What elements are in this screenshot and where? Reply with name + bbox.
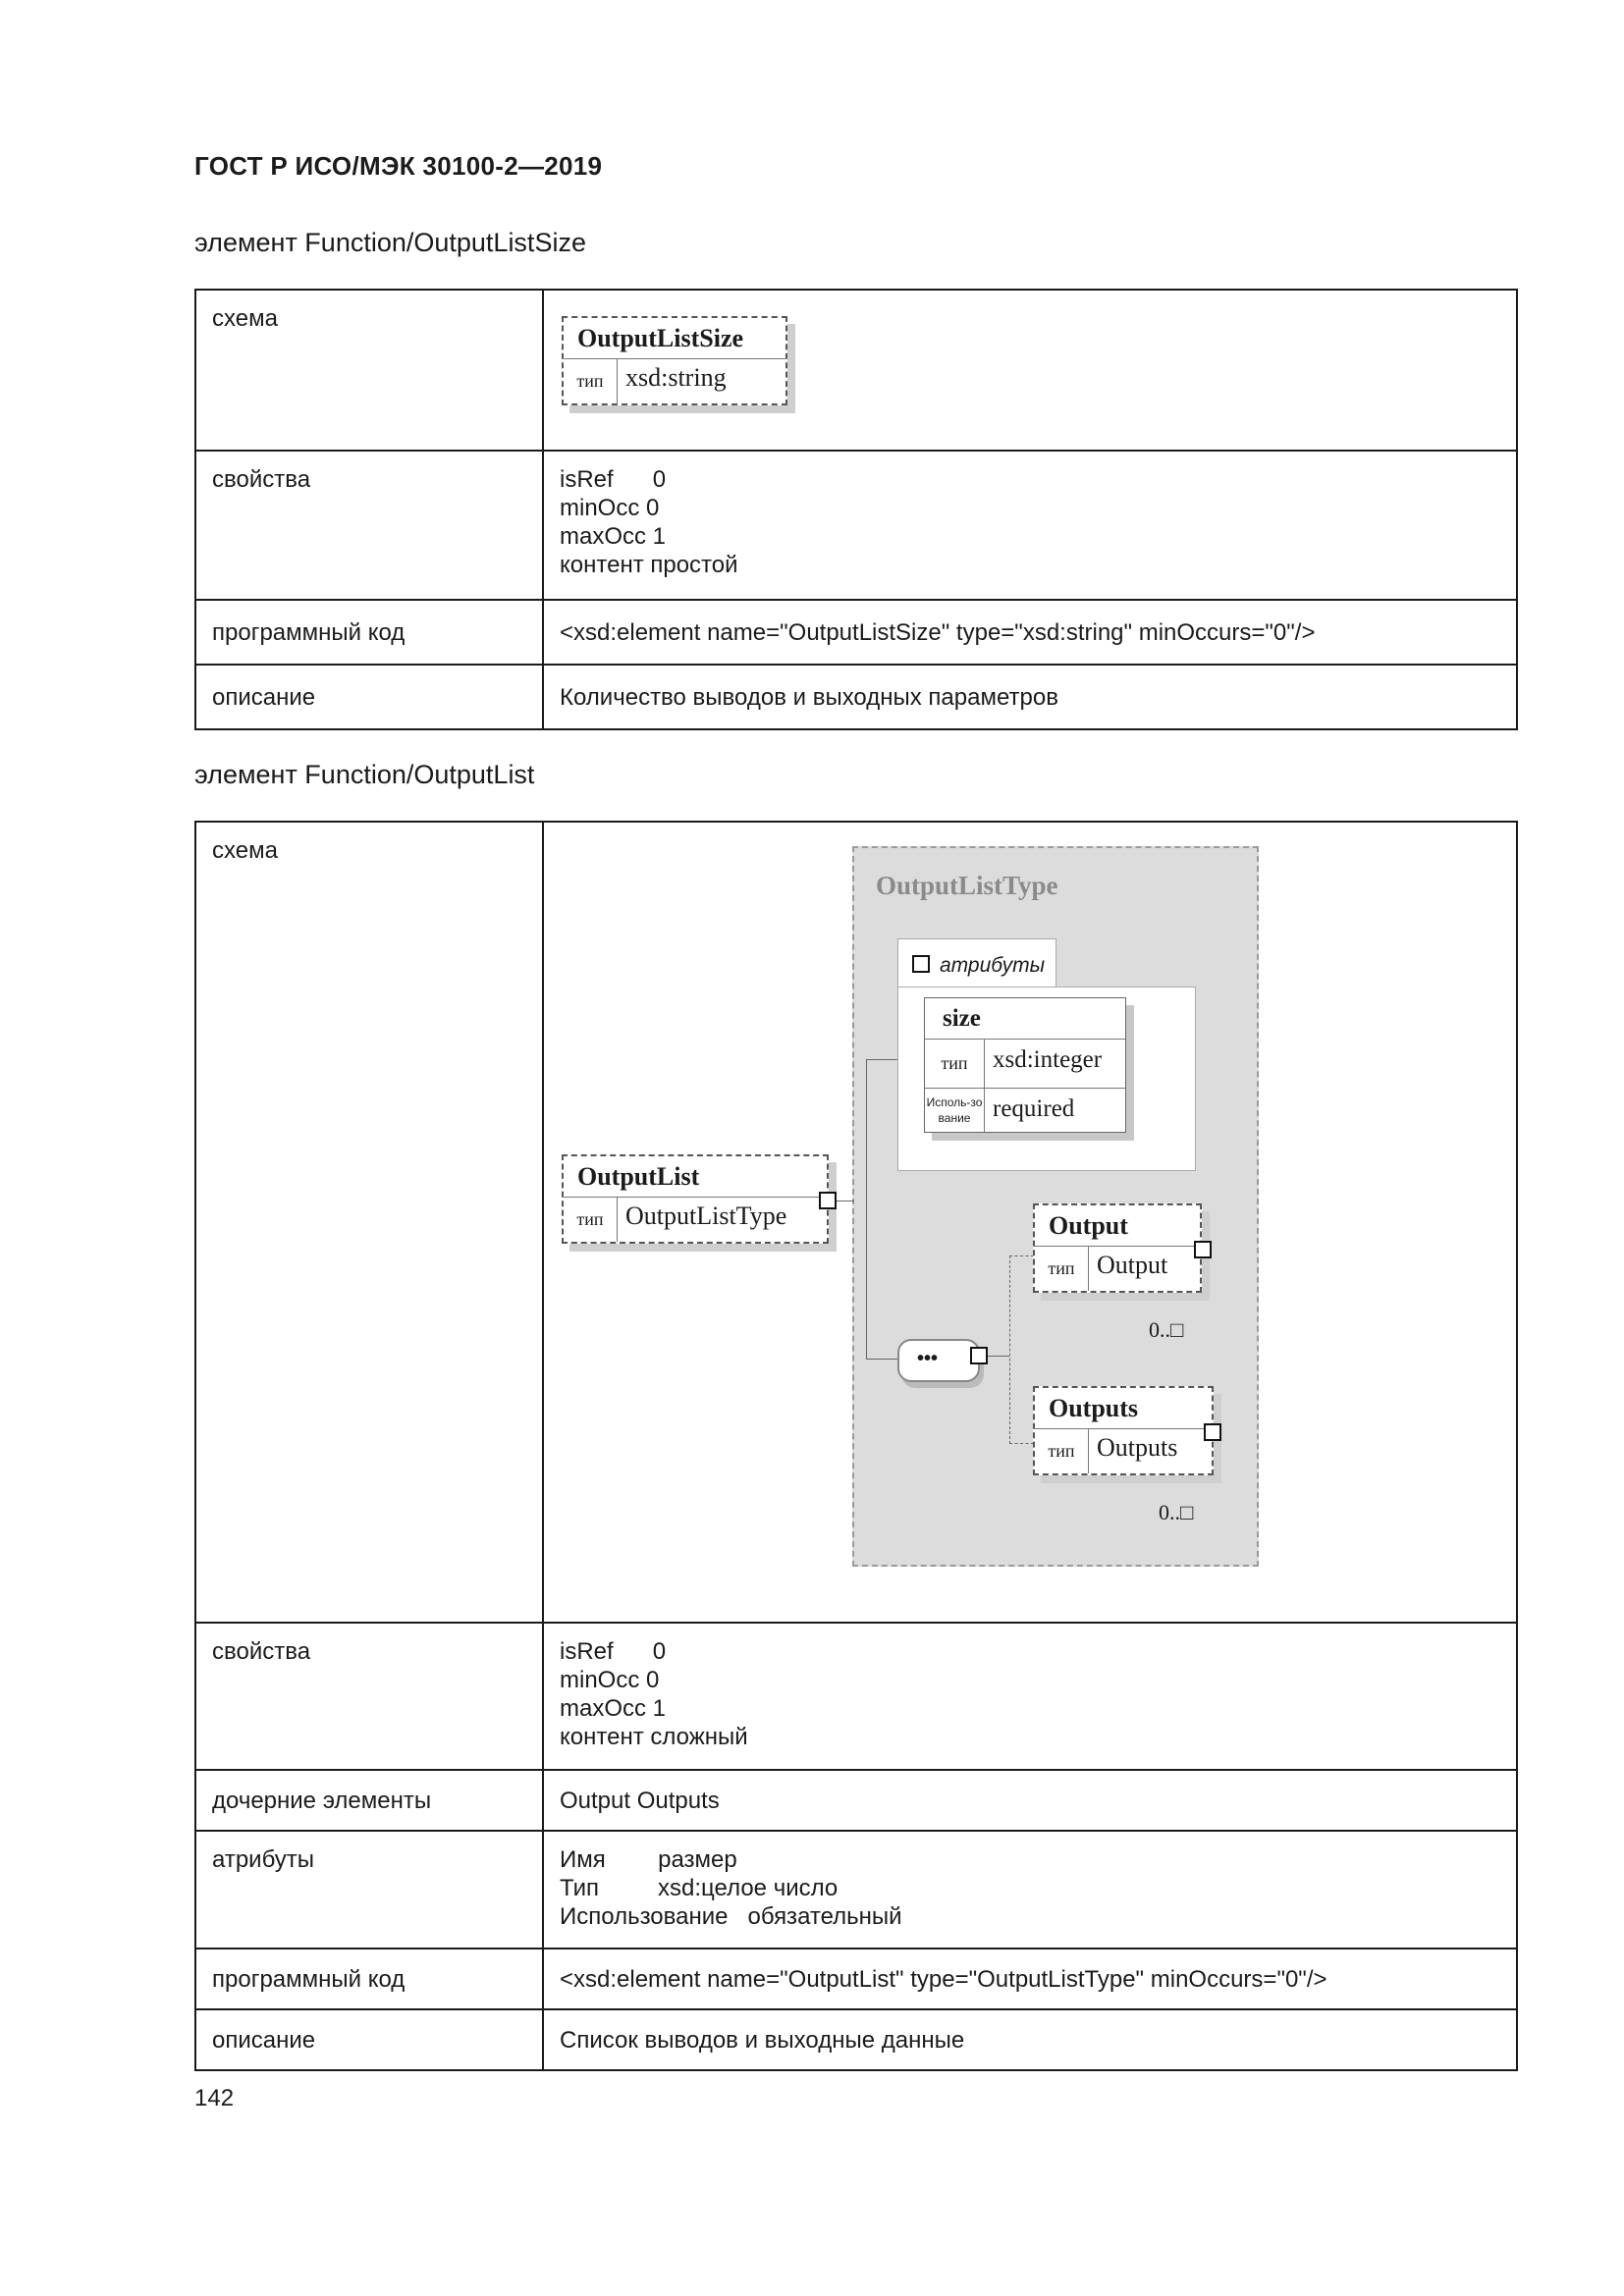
desc-cell: Количество выводов и выходных параметров [543,665,1517,729]
prop-minocc: minOcc 0 [560,1667,660,1693]
prop-maxocc: maxOcc 1 [560,1695,667,1722]
element-box-outputs [1033,1386,1214,1475]
element-box-output-list [562,1154,829,1244]
code-cell: <xsd:element name="OutputList" type="OutputListType" minOccurs="0"/> [543,1949,1517,2009]
schema-cell [543,822,1517,1623]
attr-name: Имя размер [560,1846,737,1873]
element-name: OutputListSize [564,318,785,359]
row-label-schema: схема [195,822,543,1623]
connector [866,1359,897,1360]
spec-table-output-list-size [194,289,1518,730]
props-cell [543,1623,1517,1770]
type-label: тип [564,359,618,403]
row-label-props: свойства [195,451,543,600]
row-label-attrs: атрибуты [195,1831,543,1949]
connector [1009,1255,1034,1444]
prop-isref: isRef 0 [560,466,667,493]
row-label-desc: описание [195,665,543,729]
attribute-use-value: required [993,1095,1075,1122]
attrs-cell [543,1831,1517,1949]
output-occurs: 0..□ [1149,1317,1184,1342]
prop-maxocc: maxOcc 1 [560,523,667,550]
attribute-type-value: xsd:integer [993,1046,1103,1073]
sequence-icon: ••• [917,1348,939,1369]
type-value: xsd:string [625,363,727,392]
output-expand-icon [1194,1241,1212,1258]
document-header: ГОСТ Р ИСО/МЭК 30100-2—2019 [194,151,603,181]
complex-type-name: OutputListType [876,871,1058,900]
prop-content: контент сложный [560,1724,748,1750]
element-box-output [1033,1203,1202,1293]
children-cell: Output Outputs [543,1770,1517,1831]
outputs-expand-icon [1204,1423,1221,1441]
desc-cell: Список выводов и выходные данные [543,2009,1517,2070]
attributes-tab-label: атрибуты [940,954,1046,977]
type-label: тип [1035,1429,1089,1473]
attributes-expand-icon [912,955,930,973]
attr-use: Использование обязательный [560,1903,902,1930]
attribute-use-label: Исполь-зование [925,1089,985,1132]
connector [866,1059,867,1359]
schema-cell [543,290,1517,451]
element-name: Outputs [1035,1388,1212,1429]
page-number: 142 [194,2085,235,2111]
attributes-panel [897,987,1196,1171]
complex-type-group [852,846,1259,1567]
type-value: Output [1097,1251,1168,1279]
connector [866,1059,897,1060]
attribute-type-label: тип [925,1040,985,1088]
sequence-expand-icon [970,1347,988,1364]
prop-content: контент простой [560,552,738,578]
attributes-tab [897,938,1056,988]
row-label-code: программный код [195,1949,543,2009]
attribute-name: size [925,998,1125,1040]
code-cell: <xsd:element name="OutputListSize" type="xsd:string" minOccurs="0"/> [543,600,1517,665]
props-cell [543,451,1517,600]
type-label: тип [1035,1247,1089,1291]
spec-table-output-list [194,821,1518,2071]
section-title-output-list-size: элемент Function/OutputListSize [194,228,586,257]
section-title-output-list: элемент Function/OutputList [194,760,535,789]
connector [988,1356,1009,1357]
outputs-occurs: 0..□ [1159,1500,1194,1524]
prop-minocc: minOcc 0 [560,495,660,521]
attribute-size-box [924,997,1126,1133]
output-list-expand-icon [819,1192,837,1209]
prop-isref: isRef 0 [560,1638,667,1665]
type-value: OutputListType [625,1201,787,1230]
row-label-props: свойства [195,1623,543,1770]
row-label-desc: описание [195,2009,543,2070]
row-label-children: дочерние элементы [195,1770,543,1831]
row-label-code: программный код [195,600,543,665]
attr-type: Тип xsd:целое число [560,1875,839,1901]
element-name: Output [1035,1205,1200,1247]
sequence-compositor [897,1339,980,1382]
row-label-schema: схема [195,290,543,451]
element-box-output-list-size [562,316,787,405]
element-name: OutputList [564,1156,827,1198]
type-value: Outputs [1097,1433,1178,1462]
type-label: тип [564,1198,618,1242]
